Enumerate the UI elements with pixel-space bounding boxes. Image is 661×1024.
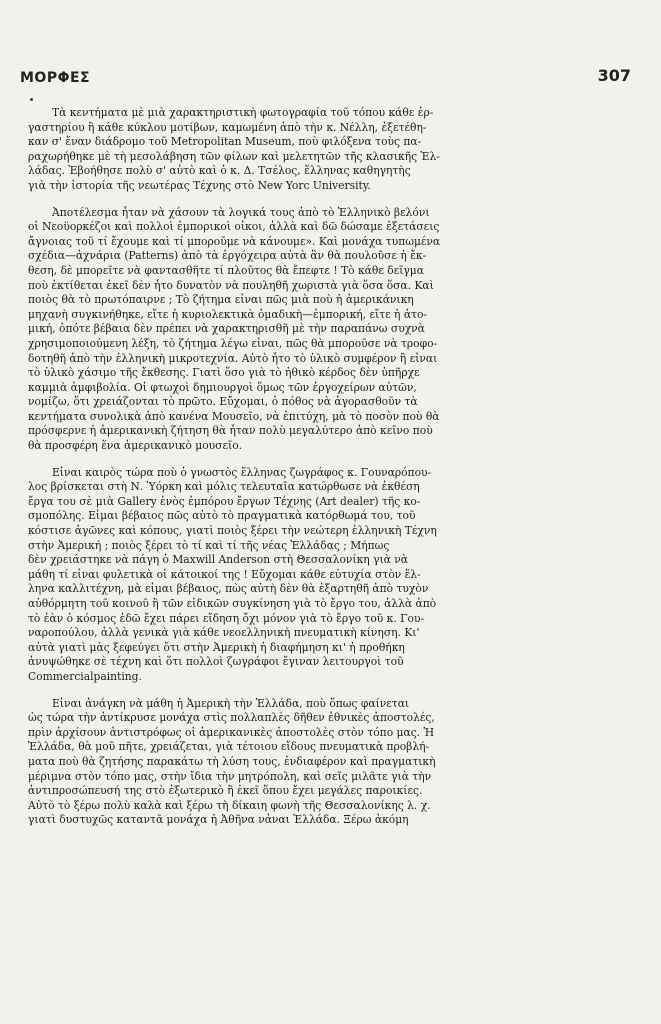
text-line: λάδας. Ἐβοήθησε πολὺ σ' αὐτὸ καὶ ὁ κ. Δ. Τσέλος, ἕλληνας καθηγητὴς: [28, 164, 411, 178]
text-line: ποὺ ἐκτίθεται ἐκεῖ δὲν ἦτο δυνατὸν νὰ πουληθῆ χωριστὰ γιὰ ὅσα ὅσα. Καὶ: [28, 278, 434, 292]
paragraph: [28, 206, 634, 454]
text-line: δοτηθῆ ἀπὸ τὴν ἑλληνικὴ μικροτεχνία. Αὐτὸ ἦτο τὸ ὑλικὸ συμφέρον ἢ εἶναι: [28, 351, 438, 365]
text-line: τὸ ὑλικὸ χάσιμο τῆς ἔκθεσης. Γιατὶ ὅσο γιὰ τὸ ἠθικὸ κέρδος δὲν ὑπῆρχε: [28, 366, 420, 380]
text-line: στὴν Ἀμερική ; ποιὸς ξέρει τὸ τί καὶ τί τῆς νέας Ἑλλάδας ; Μήπως: [28, 538, 390, 552]
text-line: μική, ὁπότε βέβαια δὲν πρέπει νὰ χαρακτηρισθῆ μὲ τὴν παραπάνω συχνὰ: [28, 322, 425, 336]
text-line: ναροπούλου, ἀλλὰ γενικὰ γιὰ κάθε νεοελληνικὴ πνευματικὴ κίνηση. Κι': [28, 626, 420, 640]
text-line: ραχωρήθηκε μὲ τὴ μεσολάβηση τῶν φίλων καὶ μελετητῶν τῆς κλασικῆς Ἑλ-: [28, 149, 440, 163]
paragraph: [28, 697, 634, 828]
text-line: Εἶναι καιρὸς τώρα ποὺ ὁ γνωστὸς ἕλληνας ζωγράφος κ. Γουναρόπου-: [52, 465, 432, 479]
text-line: πρόσφερνε ἡ ἀμερικανικὴ ζήτηση θὰ ἦταν πολὺ μεγαλύτερο ἀπὸ κεῖνο ποὺ: [28, 424, 433, 438]
text-line: σχέδια—ἀχνάρια (Patterns) ἀπὸ τὰ ἐργόχειρα αὐτὰ ἂν θὰ πουλοῦσε ἡ ἔκ-: [28, 249, 427, 263]
text-line: Commercialpainting.: [28, 669, 142, 683]
text-line: αὐτὰ γιατὶ μὰς ξεφεύγει ὅτι στὴν Ἀμερικὴ ἡ διαφήμηση κι' ἡ προθήκη: [28, 640, 405, 654]
page-number: 307: [597, 66, 631, 85]
text-line: ἀντιπροσώπευσή της στὸ ἐξωτερικὸ ἢ ἐκεῖ ὅπου ἔχει μεγάλες παροικίες.: [28, 784, 423, 798]
text-line: κεντήματα συνολικὰ ἀπὸ κανένα Μουσεῖο, νὰ ἐπιτύχη, μὰ τὸ ποσὸν ποὺ θὰ: [28, 409, 440, 423]
text-line: ἀνυψώθηκε σὲ τέχνη καὶ ὅτι πολλοὶ ζωγράφοι ἔγιναν λειτουργοὶ τοῦ: [28, 655, 404, 669]
paragraph: [28, 106, 634, 194]
text-line: σμοπόλης. Εἶμαι βέβαιος πῶς αὐτὸ τὸ πραγματικὰ κατόρθωμά του, τοῦ: [28, 509, 416, 523]
text-line: κόστισε ἀγῶνες καὶ κόπους, γιατὶ ποιὸς ξέρει τὴν νεώτερη ἑλληνικὴ Τέχνη: [28, 524, 437, 538]
text-line: ὡς τώρα τὴν ἀντίκρυσε μονάχα στὶς πολλαπλὲς δῆθεν ἐθνικὲς ἀποστολές,: [28, 711, 435, 725]
text-line: ληνα καλλιτέχνη, μὰ εἶμαι βέβαιος, πὼς αὐτὴ δὲν θὰ ἐξαρτηθῆ ἀπὸ τυχὸν: [28, 582, 429, 596]
text-line: γαστηρίου ἢ κάθε κύκλου μοτίβων, καμωμένη ἀπὸ τὴν κ. Νέλλη, ἐξετέθη-: [28, 120, 427, 134]
text-line: Εἶναι ἀνάγκη νὰ μάθη ἡ Ἀμερικὴ τὴν Ἑλλάδα, ποὺ ὅπως φαίνεται: [52, 696, 410, 710]
text-line: ματα ποὺ θὰ ζητήσης παρακάτω τὴ λύση τους, ἐνδιαφέρον καὶ πραγματικὴ: [28, 754, 436, 768]
body-text: [28, 106, 634, 840]
text-line: λος βρίσκεται στὴ Ν. Ὑόρκη καὶ μόλις τελευταῖα κατώρθωσε νὰ ἐκθέση: [28, 480, 420, 494]
text-line: ἔργα του σὲ μιὰ Gallery ἑνὸς ἐμπόρου ἔργων Τέχνης (Art dealer) τῆς κο-: [28, 494, 421, 508]
text-line: Ἀποτέλεσμα ἦταν νὰ χάσουν τὰ λογικά τους ἀπὸ τὸ Ἑλληνικὸ βελόνι: [52, 205, 430, 219]
text-line: χρησιμοποιούμενη λέξη, τὸ ζήτημα λέγω εἶναι, πῶς θὰ μποροῦσε νὰ τροφο-: [28, 336, 438, 350]
text-line: μάθη τί εἶναι φυλετικὰ οἱ κάτοικοί της ! Εὔχομαι κάθε εὐτυχία στὸν ἕλ-: [28, 567, 421, 581]
text-line: τὸ ἐὰν ὁ κόσμος ἐδῶ ἔχει πάρει εἴδηση ὄχι μόνον γιὰ τὸ ἔργο τοῦ κ. Γου-: [28, 611, 425, 625]
text-line: ἄγνοιας τοῦ τί ἔχουμε καὶ τί μποροῦμε νὰ κάνουμε». Καὶ μονάχα τυπωμένα: [28, 234, 441, 248]
text-line: αὐθόρμητη τοῦ κοινοῦ ἢ τῶν εἰδικῶν συγκίνηση γιὰ τὸ ἔργο του, ἀλλὰ ἀπὸ: [28, 597, 437, 610]
text-line: καμμιὰ ἀμφιβολία. Οἱ φτωχοὶ δημιουργοὶ ὅμως τῶν ἐργοχείρων αὐτῶν,: [28, 380, 417, 394]
print-speck: [30, 98, 33, 101]
text-line: μέριμνα στὸν τόπο μας, στὴν ἴδια τὴν μητρόπολη, καὶ σεῖς μιλᾶτε γιὰ τὴν: [28, 769, 432, 783]
text-line: Αὐτὸ τὸ ξέρω πολὺ καλὰ καὶ ξέρω τὴ δίκαιη φωνὴ τῆς Θεσσαλονίκης λ. χ.: [28, 798, 431, 812]
text-line: οἱ Νεοϋορκέζοι καὶ πολλοὶ ἐμπορικοὶ οἶκοι, ἀλλὰ καὶ δῶ δώσαμε ἐξετάσεις: [28, 220, 440, 234]
text-line: Τὰ κεντήματα μὲ μιὰ χαρακτηριστικὴ φωτογραφία τοῦ τόπου κάθε ἐρ-: [52, 106, 434, 119]
text-line: θὰ προσφέρη ἕνα ἀμερικανικὸ μουσεῖο.: [28, 439, 243, 453]
text-line: καν σ' ἕναν διάδρομο τοῦ Metropolitan Museum, ποὺ φιλόξενα τοὺς πα-: [28, 135, 422, 149]
paragraph: [28, 466, 634, 685]
text-line: γιατὶ δυστυχῶς καταντᾶ μονάχα ἡ Ἀθῆνα νἆναι Ἑλλάδα. Ξέρω ἀκόμη: [28, 813, 409, 827]
text-line: πρὶν ἀρχίσουν ἀντιστρόφως οἱ ἀμερικανικὲς ἀποστολὲς στὸν τόπο μας. Ἡ: [28, 725, 435, 739]
text-line: θεση, δὲ μπορεῖτε νὰ φαντασθῆτε τί πλοῦτος θὰ ἔπεφτε ! Τὸ κάθε δεῖγμα: [28, 263, 424, 277]
running-head: ΜΟΡΦΕΣ: [20, 70, 91, 86]
text-line: μηχανὴ συγκινήθηκε, εἴτε ἡ κυριολεκτικὰ ὁμαδικὴ—ἐμπορική, εἴτε ἡ ἀτο-: [28, 307, 428, 321]
text-line: ποιὸς θὰ τὸ πρωτόπαιρνε ; Τὸ ζήτημα εἶναι πῶς μιὰ ποὺ ἡ ἀμερικάνικη: [28, 293, 414, 307]
text-line: Ἑλλάδα, θὰ μοῦ πῆτε, χρειάζεται, γιὰ τέτοιου εἴδους πνευματικὰ προβλή-: [28, 740, 430, 754]
text-line: νομίζω, ὅτι χρειάζονται τὸ πρῶτο. Εὔχομαι, ὁ πόθος νὰ ἀγορασθοῦν τὰ: [28, 395, 418, 409]
text-line: δὲν χρειάστηκε νὰ πάγη ὁ Maxwill Anderson στὴ Θεσσαλονίκη γιὰ νὰ: [28, 553, 408, 567]
text-line: γιὰ τὴν ἱστορία τῆς νεωτέρας Τέχνης στὸ New Yorc University.: [28, 178, 371, 192]
